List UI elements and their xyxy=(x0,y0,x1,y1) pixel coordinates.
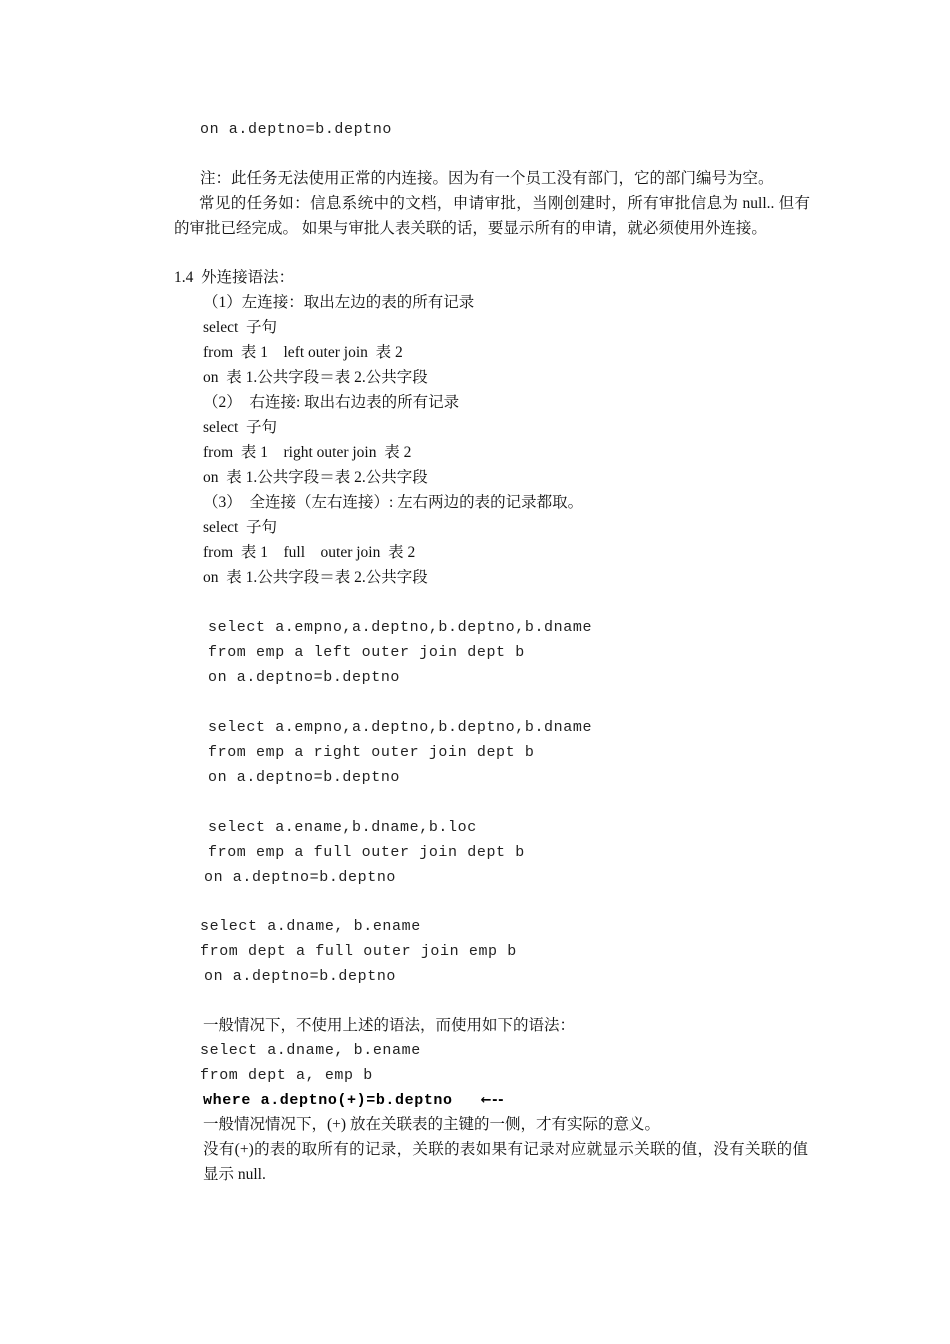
syntax-line: from 表 1 right outer join 表 2 xyxy=(203,444,412,461)
code-line: select a.empno,a.deptno,b.deptno,b.dname xyxy=(208,719,593,736)
code-line: select a.dname, b.ename xyxy=(200,1042,421,1059)
code-line: from emp a right outer join dept b xyxy=(208,744,535,761)
note-text: 注：此任务无法使用正常的内连接。因为有一个员工没有部门，它的部门编号为空。 xyxy=(200,170,774,187)
code-line: from emp a left outer join dept b xyxy=(208,644,525,661)
code-line: on a.deptno=b.deptno xyxy=(204,968,397,985)
common-task-paragraph: 常见的任务如：信息系统中的文档，申请审批，当刚创建时，所有审批信息为 null.. 但有的审批已经完成。 如果与审批人表关联的话，要显示所有的申请，就必须使用外连接。 xyxy=(174,195,810,237)
explanation-text: 一般情况情况下，(+) 放在关联表的主键的一侧，才有实际的意义。 xyxy=(203,1116,660,1133)
syntax-line: on 表 1.公共字段＝表 2.公共字段 xyxy=(203,469,428,486)
code-line: on a.deptno=b.deptno xyxy=(204,869,397,886)
general-intro-text: 一般情况下，不使用上述的语法，而使用如下的语法： xyxy=(203,1017,576,1034)
code-line: from dept a full outer join emp b xyxy=(200,943,517,960)
code-line: select a.dname, b.ename xyxy=(200,918,421,935)
left-join-title: （1）左连接：取出左边的表的所有记录 xyxy=(203,294,475,311)
syntax-line: from 表 1 left outer join 表 2 xyxy=(203,344,403,361)
code-line: from dept a, emp b xyxy=(200,1067,373,1084)
syntax-line: on 表 1.公共字段＝表 2.公共字段 xyxy=(203,369,428,386)
left-arrow-icon: ←-- xyxy=(480,1093,505,1108)
code-line: from emp a full outer join dept b xyxy=(208,844,525,861)
right-join-title: （2） 右连接: 取出右边表的所有记录 xyxy=(203,394,460,411)
where-clause-code: where a.deptno(+)=b.deptno xyxy=(203,1092,453,1109)
syntax-line: select 子句 xyxy=(203,319,278,336)
syntax-line: from 表 1 full outer join 表 2 xyxy=(203,544,416,561)
explanation-paragraph: 没有(+)的表的取所有的记录，关联的表如果有记录对应就显示关联的值，没有关联的值显示 null. xyxy=(203,1141,808,1183)
syntax-line: select 子句 xyxy=(203,519,278,536)
code-line: on a.deptno=b.deptno xyxy=(200,121,393,138)
code-line: select a.ename,b.dname,b.loc xyxy=(208,819,477,836)
code-line: on a.deptno=b.deptno xyxy=(208,769,401,786)
where-clause-line xyxy=(203,1088,504,1113)
syntax-line: select 子句 xyxy=(203,419,278,436)
full-join-title: （3） 全连接（左右连接）: 左右两边的表的记录都取。 xyxy=(203,494,584,511)
code-line: select a.empno,a.deptno,b.deptno,b.dname xyxy=(208,619,593,636)
syntax-line: on 表 1.公共字段＝表 2.公共字段 xyxy=(203,569,428,586)
section-heading: 1.4 外连接语法： xyxy=(174,269,295,286)
code-line: on a.deptno=b.deptno xyxy=(208,669,401,686)
